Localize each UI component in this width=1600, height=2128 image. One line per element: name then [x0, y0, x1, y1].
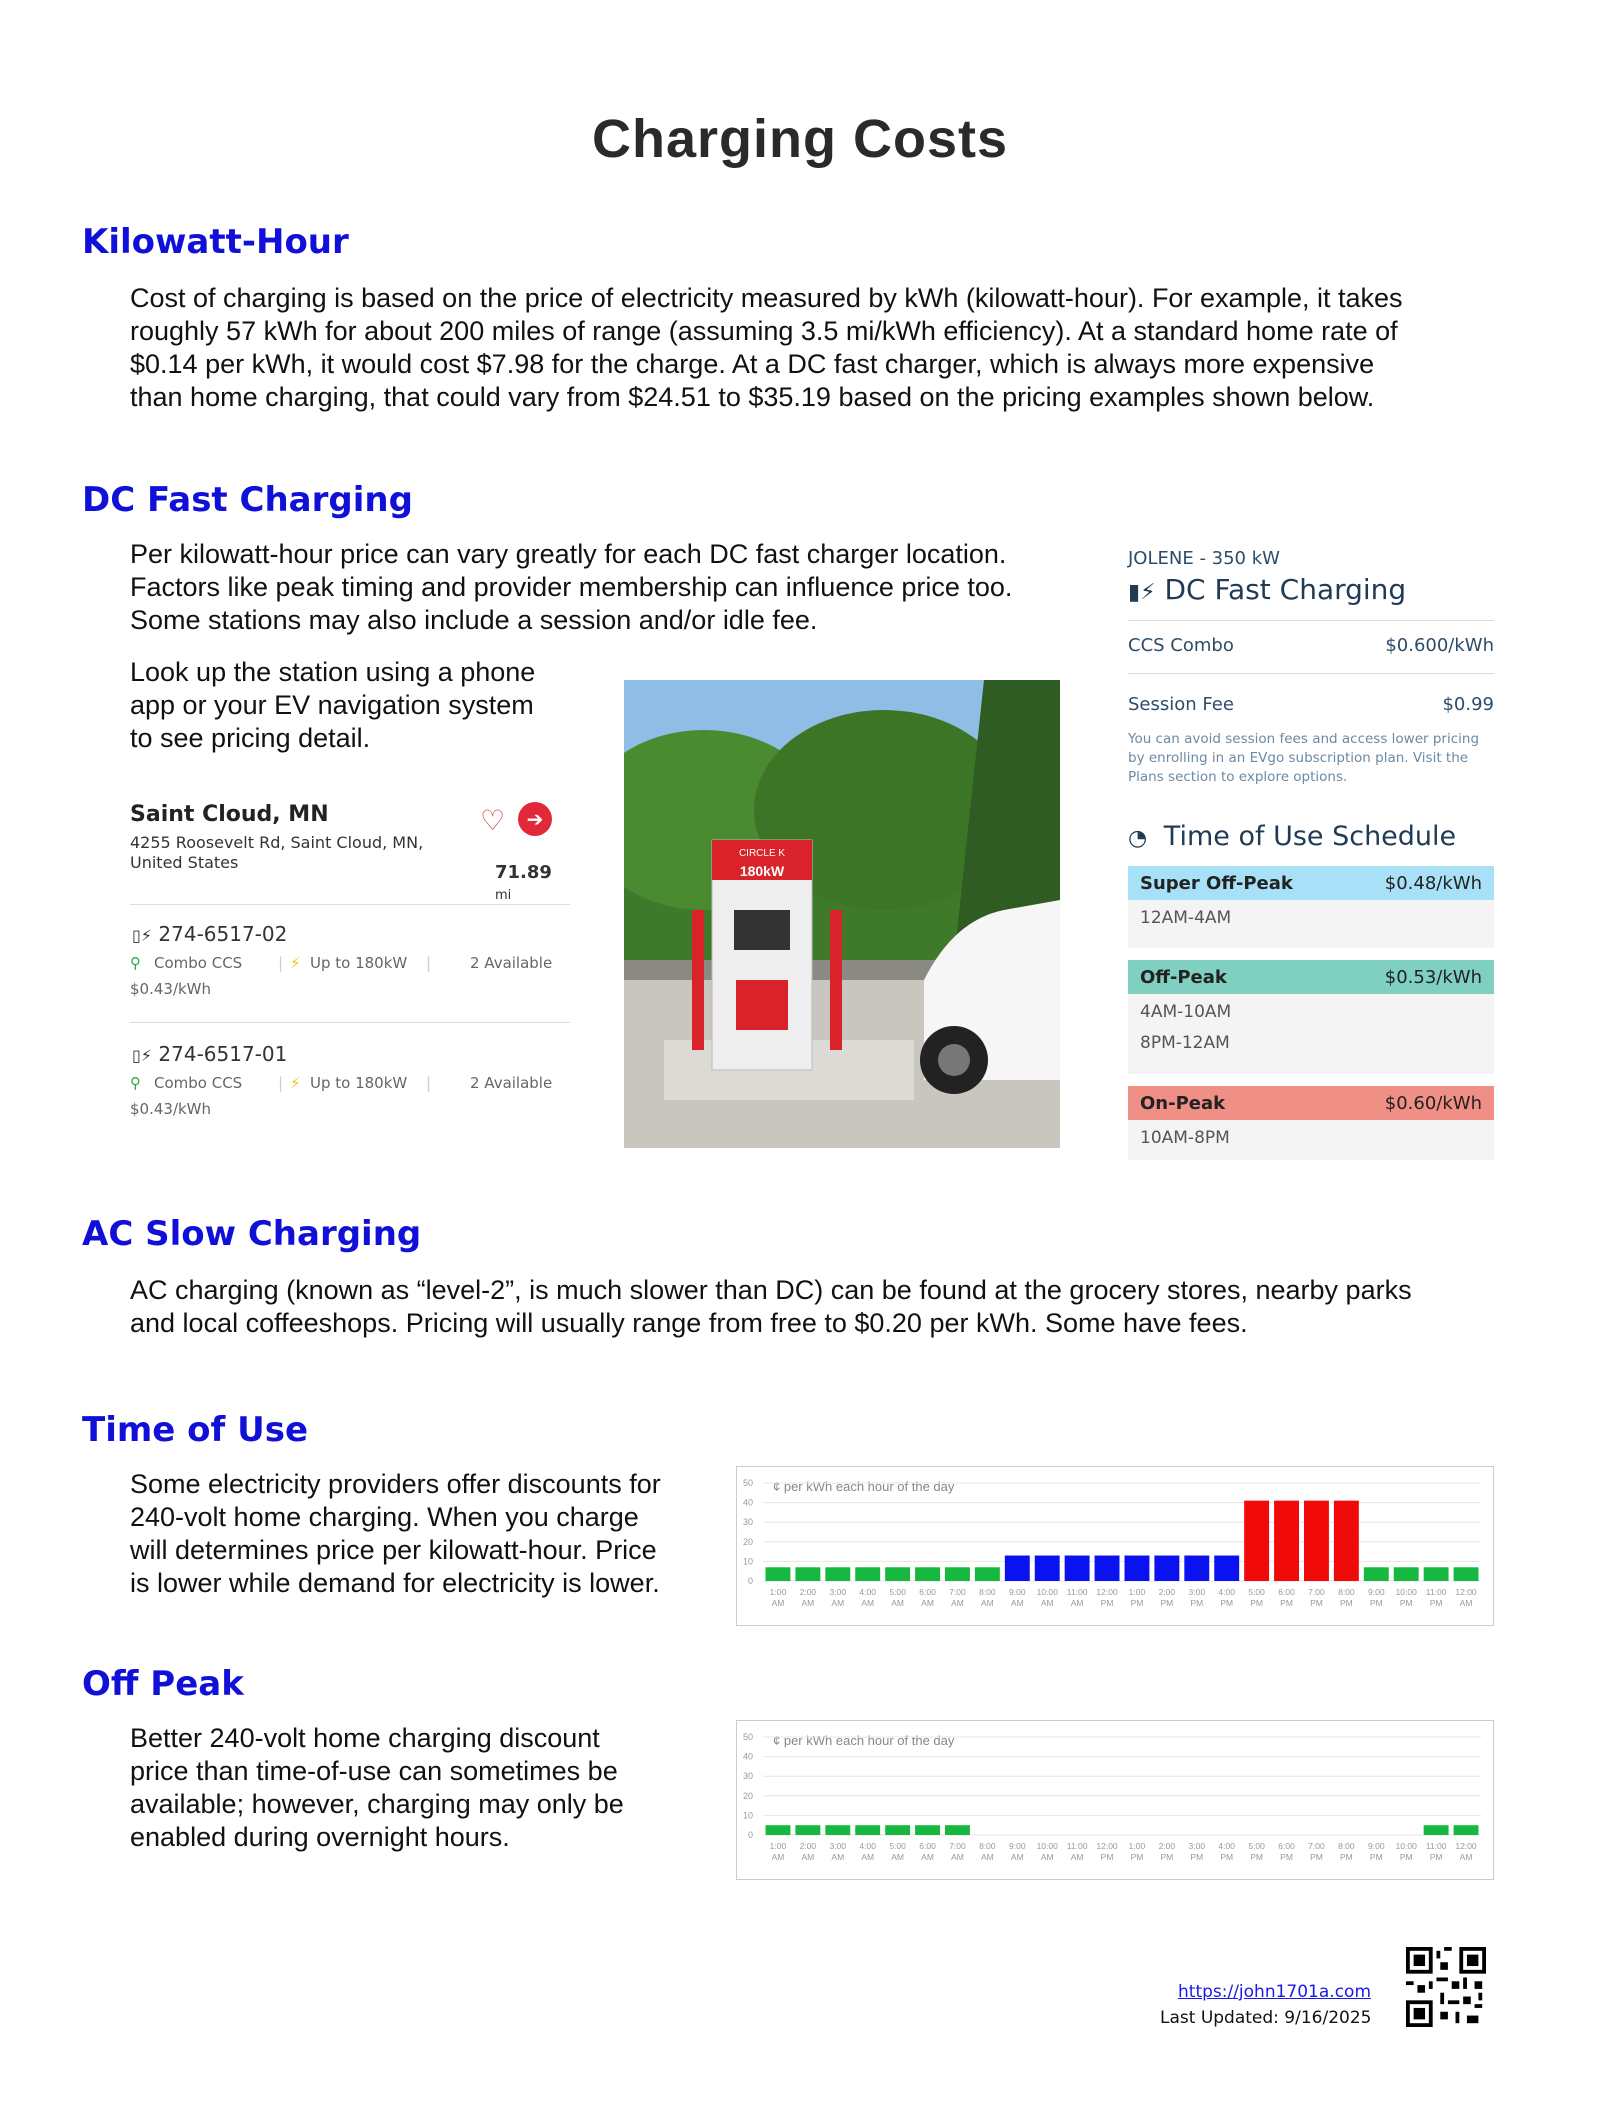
x-tick-label: PM [1160, 1852, 1174, 1862]
kwh-line: Cost of charging is based on the price of electricity measured by kWh (kilowatt-hour). For example, it takes [130, 283, 1403, 313]
x-tick-label: 7:00 [1308, 1587, 1325, 1597]
plug-icon: ⚲ [130, 954, 141, 972]
x-tick-label: AM [981, 1852, 994, 1862]
chart-bar [1065, 1556, 1090, 1581]
port-availability: 2 Available [470, 954, 553, 972]
station-distance [495, 862, 570, 904]
x-tick-label: PM [1190, 1598, 1204, 1608]
x-tick-label: AM [1070, 1598, 1084, 1608]
x-tick-label: 4:00 [859, 1587, 876, 1597]
x-tick-label: 11:00 [1425, 1841, 1447, 1851]
x-tick-label: 10:00 [1395, 1841, 1417, 1851]
port-details [130, 1074, 570, 1096]
tou-title [1128, 821, 1494, 852]
port-id-label [130, 922, 570, 946]
x-tick-label: 10:00 [1036, 1841, 1058, 1851]
dc-line: Some stations may also include a session and/or idle fee. [130, 605, 818, 635]
y-tick-label: 40 [742, 1751, 753, 1762]
x-tick-label: 11:00 [1425, 1587, 1447, 1597]
x-tick-label: 1:00 [769, 1587, 787, 1597]
tou-line: 240-volt home charging. When you charge [130, 1502, 639, 1532]
sep: | [278, 954, 284, 972]
x-tick-label: 9:00 [1368, 1841, 1385, 1851]
y-tick-label: 50 [742, 1732, 753, 1742]
x-tick-label: PM [1220, 1598, 1234, 1608]
chart-bar [825, 1825, 850, 1835]
x-tick-label: 5:00 [1248, 1587, 1265, 1597]
x-tick-label: AM [1010, 1598, 1024, 1608]
x-tick-label: AM [1040, 1852, 1054, 1862]
x-tick-label: AM [921, 1598, 934, 1608]
dc-line: Per kilowatt-hour price can vary greatly for each DC fast charger location. [130, 539, 1007, 569]
photo-power: 180kW [739, 863, 785, 879]
x-tick-label: 2:00 [1158, 1841, 1176, 1851]
tou-line: is lower while demand for electricity is lower. [130, 1568, 660, 1598]
ac-heading: AC Slow Charging [82, 1214, 422, 1254]
tou-header [1128, 1086, 1494, 1120]
x-tick-label: 11:00 [1066, 1841, 1088, 1851]
x-tick-label: AM [801, 1852, 815, 1862]
x-tick-label: AM [891, 1598, 904, 1608]
x-tick-label: 12:00 [1455, 1841, 1477, 1851]
plug-icon: ⚲ [130, 1074, 141, 1092]
chart-bar [1154, 1556, 1179, 1581]
offpeak-chart-svg [737, 1721, 1493, 1879]
clock-icon: ◔ [1128, 826, 1148, 851]
y-tick-label: 30 [742, 1771, 753, 1782]
evgo-note: You can avoid session fees and access lower pricing by enrolling in an EVgo subscription plan. Visit the Plans section to explore options. [1128, 731, 1480, 785]
chart-bar [1454, 1567, 1479, 1581]
chart-bar [975, 1567, 1000, 1581]
tou-price: $0.48/kWh [1384, 873, 1482, 894]
y-tick-label: 0 [747, 1576, 753, 1586]
x-tick-label: 12:00 [1096, 1587, 1118, 1597]
x-tick-label: AM [1010, 1852, 1024, 1862]
x-tick-label: PM [1429, 1598, 1443, 1608]
tou-chart [736, 1466, 1494, 1626]
x-tick-label: PM [1130, 1852, 1144, 1862]
evgo-title-text: DC Fast Charging [1164, 573, 1407, 606]
tou-chart-svg [737, 1467, 1493, 1625]
chart-bar [1184, 1556, 1209, 1581]
x-tick-label: 1:00 [1128, 1587, 1146, 1597]
x-tick-label: AM [831, 1852, 845, 1862]
rate-label: Session Fee [1128, 694, 1234, 715]
y-tick-label: 0 [747, 1830, 753, 1840]
directions-icon[interactable]: ➔ [518, 802, 552, 836]
tou-title-text: Time of Use Schedule [1163, 821, 1457, 852]
offpeak-line: price than time-of-use can sometimes be [130, 1756, 618, 1786]
chart-bar [1424, 1567, 1449, 1581]
port-id: 274-6517-01 [158, 1042, 288, 1066]
offpeak-line: Better 240-volt home charging discount [130, 1723, 600, 1753]
tou-price: $0.53/kWh [1384, 967, 1482, 988]
x-tick-label: AM [921, 1852, 934, 1862]
x-tick-label: 10:00 [1036, 1587, 1058, 1597]
chart-bar [766, 1825, 791, 1835]
charger-icon: ▯⚡ [132, 1046, 153, 1065]
chart-bar [1005, 1556, 1030, 1581]
last-updated: Last Updated: 9/16/2025 [1160, 2008, 1372, 2028]
x-tick-label: 8:00 [979, 1587, 996, 1597]
port-id-label [130, 1042, 570, 1066]
x-tick-label: 7:00 [949, 1587, 966, 1597]
tou-off-peak [1128, 960, 1494, 1074]
x-tick-label: 10:00 [1395, 1587, 1417, 1597]
sep: | [278, 1074, 284, 1092]
x-tick-label: 7:00 [1308, 1841, 1325, 1851]
x-tick-label: 3:00 [1188, 1587, 1206, 1597]
x-tick-label: 1:00 [769, 1841, 787, 1851]
evgo-panel [1128, 548, 1494, 1160]
ac-paragraph [130, 1274, 1412, 1340]
distance-value: 71.89 [495, 862, 552, 883]
chart-bar [1244, 1501, 1269, 1581]
tou-header [1128, 960, 1494, 994]
chart-bar [825, 1567, 850, 1581]
tou-name: Super Off-Peak [1140, 873, 1293, 894]
chart-bar [855, 1567, 880, 1581]
x-tick-label: 3:00 [829, 1841, 847, 1851]
ac-line: and local coffeeshops. Pricing will usually range from free to $0.20 per kWh. Some have fees. [130, 1308, 1248, 1338]
port-price: $0.43/kWh [130, 980, 212, 998]
chart-bar [1394, 1567, 1419, 1581]
x-tick-label: 2:00 [799, 1841, 817, 1851]
x-tick-label: PM [1220, 1852, 1234, 1862]
x-tick-label: 7:00 [949, 1841, 966, 1851]
lookup-line: to see pricing detail. [130, 723, 371, 753]
chart-title-text: ¢ per kWh each hour of the day [773, 1479, 955, 1494]
x-tick-label: 6:00 [1278, 1841, 1295, 1851]
ac-line: AC charging (known as “level-2”, is much slower than DC) can be found at the grocery stores, nearby parks [130, 1275, 1412, 1305]
distance-unit: mi [495, 888, 512, 903]
x-tick-label: 8:00 [1338, 1587, 1355, 1597]
website-link[interactable]: https://john1701a.com [1178, 1982, 1372, 2002]
y-tick-label: 40 [742, 1497, 753, 1508]
x-tick-label: AM [951, 1852, 964, 1862]
x-tick-label: 4:00 [1218, 1587, 1235, 1597]
x-tick-label: 9:00 [1368, 1587, 1385, 1597]
port-price: $0.43/kWh [130, 1100, 212, 1118]
photo-brand: CIRCLE K [738, 848, 786, 859]
x-tick-label: PM [1369, 1852, 1383, 1862]
x-tick-label: 6:00 [919, 1587, 936, 1597]
tou-times [1128, 1120, 1494, 1160]
port-availability: 2 Available [470, 1074, 553, 1092]
kwh-line: than home charging, that could vary from $24.51 to $35.19 based on the pricing examples shown below. [130, 382, 1375, 412]
chart-bar [945, 1567, 970, 1581]
divider [130, 904, 570, 905]
chart-bar [1424, 1825, 1449, 1835]
tou-name: On-Peak [1140, 1093, 1226, 1114]
evgo-title [1128, 573, 1494, 606]
sep: | [426, 1074, 432, 1092]
offpeak-heading: Off Peak [82, 1664, 244, 1704]
rate-row [1128, 621, 1494, 663]
sep: | [426, 954, 432, 972]
x-tick-label: AM [1459, 1852, 1473, 1862]
station-card [130, 802, 570, 1118]
lookup-line: app or your EV navigation system [130, 690, 534, 720]
chart-bar [915, 1567, 940, 1581]
x-tick-label: 9:00 [1009, 1841, 1026, 1851]
rate-row [1128, 674, 1494, 720]
port-connector: Combo CCS [154, 954, 243, 972]
chart-bar [1125, 1556, 1150, 1581]
chart-bar [855, 1825, 880, 1835]
x-tick-label: 12:00 [1455, 1587, 1477, 1597]
tou-on-peak [1128, 1086, 1494, 1160]
tou-heading: Time of Use [82, 1410, 309, 1450]
chart-bar [1214, 1556, 1239, 1581]
x-tick-label: PM [1160, 1598, 1174, 1608]
port-details [130, 954, 570, 976]
tou-time: 12AM-4AM [1140, 908, 1232, 928]
evgo-station-name: JOLENE - 350 kW [1128, 548, 1280, 569]
x-tick-label: 2:00 [799, 1587, 817, 1597]
x-tick-label: PM [1399, 1598, 1413, 1608]
x-tick-label: 3:00 [1188, 1841, 1206, 1851]
tou-super-off-peak [1128, 866, 1494, 948]
station-name: Saint Cloud, MN [130, 802, 329, 827]
y-tick-label: 20 [742, 1536, 753, 1547]
dc-paragraph [130, 538, 1012, 637]
x-tick-label: 4:00 [1218, 1841, 1235, 1851]
divider [130, 1022, 570, 1023]
x-tick-label: 5:00 [889, 1841, 906, 1851]
tou-times [1128, 994, 1494, 1074]
qr-code-icon [1406, 1947, 1486, 2027]
x-tick-label: PM [1310, 1598, 1323, 1608]
x-tick-label: PM [1250, 1598, 1263, 1608]
x-tick-label: PM [1130, 1598, 1144, 1608]
port-power: Up to 180kW [310, 954, 408, 972]
x-tick-label: PM [1250, 1852, 1263, 1862]
port-id: 274-6517-02 [158, 922, 288, 946]
chart-bar [795, 1567, 820, 1581]
x-tick-label: 2:00 [1158, 1587, 1176, 1597]
tou-line: Some electricity providers offer discounts for [130, 1469, 661, 1499]
x-tick-label: AM [771, 1598, 785, 1608]
x-tick-label: AM [1459, 1598, 1473, 1608]
x-tick-label: 8:00 [1338, 1841, 1355, 1851]
kwh-line: roughly 57 kWh for about 200 miles of range (assuming 3.5 mi/kWh efficiency). At a standard home rate of [130, 316, 1398, 346]
y-tick-label: 10 [742, 1810, 753, 1821]
tou-line: will determines price per kilowatt-hour. Price [130, 1535, 657, 1565]
port-row[interactable] [130, 1042, 570, 1118]
y-tick-label: 30 [742, 1517, 753, 1528]
x-tick-label: 11:00 [1066, 1587, 1088, 1597]
x-tick-label: PM [1340, 1598, 1353, 1608]
x-tick-label: PM [1310, 1852, 1323, 1862]
x-tick-label: 3:00 [829, 1587, 847, 1597]
offpeak-chart [736, 1720, 1494, 1880]
x-tick-label: AM [981, 1598, 994, 1608]
chart-bar [1454, 1825, 1479, 1835]
x-tick-label: PM [1100, 1598, 1114, 1608]
dc-line: Factors like peak timing and provider membership can influence price too. [130, 572, 1013, 602]
x-tick-label: 8:00 [979, 1841, 996, 1851]
dc-heading: DC Fast Charging [82, 480, 413, 520]
heart-icon[interactable]: ♡ [480, 804, 506, 837]
x-tick-label: AM [771, 1852, 785, 1862]
tou-name: Off-Peak [1140, 967, 1227, 988]
x-tick-label: 6:00 [1278, 1587, 1295, 1597]
tou-time: 4AM-10AM [1140, 1002, 1232, 1022]
offpeak-line: enabled during overnight hours. [130, 1822, 510, 1852]
chart-bar [1035, 1556, 1060, 1581]
x-tick-label: PM [1280, 1598, 1293, 1608]
chart-bar [1095, 1556, 1120, 1581]
x-tick-label: AM [861, 1598, 875, 1608]
kwh-line: $0.14 per kWh, it would cost $7.98 for the charge. At a DC fast charger, which is always more expensive [130, 349, 1375, 379]
tou-time: 10AM-8PM [1140, 1128, 1230, 1148]
bolt-icon: ⚡ [290, 954, 301, 972]
page-title: Charging Costs [591, 109, 1009, 169]
station-address: 4255 Roosevelt Rd, Saint Cloud, MN, United States [130, 833, 424, 872]
charger-icon: ▮⚡ [1128, 580, 1156, 605]
offpeak-paragraph [130, 1722, 624, 1854]
x-tick-label: 5:00 [889, 1587, 906, 1597]
charger-photo [624, 680, 1060, 1148]
rate-value: $0.99 [1442, 694, 1494, 715]
x-tick-label: PM [1369, 1598, 1383, 1608]
x-tick-label: PM [1190, 1852, 1204, 1862]
chart-bar [885, 1825, 910, 1835]
dc-lookup-paragraph [130, 656, 535, 755]
x-tick-label: AM [951, 1598, 964, 1608]
x-tick-label: 9:00 [1009, 1587, 1026, 1597]
chart-bar [945, 1825, 970, 1835]
x-tick-label: AM [891, 1852, 904, 1862]
chart-bar [795, 1825, 820, 1835]
x-tick-label: 6:00 [919, 1841, 936, 1851]
x-tick-label: 4:00 [859, 1841, 876, 1851]
x-tick-label: AM [831, 1598, 845, 1608]
chart-bar [1334, 1501, 1359, 1581]
y-tick-label: 20 [742, 1790, 753, 1801]
x-tick-label: PM [1340, 1852, 1353, 1862]
tou-paragraph [130, 1468, 661, 1600]
chart-bar [1364, 1567, 1389, 1581]
x-tick-label: AM [1040, 1598, 1054, 1608]
tou-time: 8PM-12AM [1140, 1033, 1230, 1053]
kwh-heading: Kilowatt-Hour [82, 222, 349, 262]
chart-bar [766, 1567, 791, 1581]
rate-value: $0.600/kWh [1385, 635, 1494, 656]
x-tick-label: PM [1429, 1852, 1443, 1862]
y-tick-label: 50 [742, 1478, 753, 1488]
rate-label: CCS Combo [1128, 635, 1234, 656]
chart-bar [885, 1567, 910, 1581]
kwh-paragraph [130, 282, 1403, 414]
x-tick-label: AM [1070, 1852, 1084, 1862]
tou-header [1128, 866, 1494, 900]
x-tick-label: PM [1100, 1852, 1114, 1862]
x-tick-label: 1:00 [1128, 1841, 1146, 1851]
y-tick-label: 10 [742, 1556, 753, 1567]
chart-bar [1304, 1501, 1329, 1581]
chart-title-text: ¢ per kWh each hour of the day [773, 1733, 955, 1748]
x-tick-label: PM [1399, 1852, 1413, 1862]
port-power: Up to 180kW [310, 1074, 408, 1092]
tou-price: $0.60/kWh [1384, 1093, 1482, 1114]
charger-icon: ▯⚡ [132, 926, 153, 945]
x-tick-label: AM [801, 1598, 815, 1608]
chart-bar [915, 1825, 940, 1835]
x-tick-label: 5:00 [1248, 1841, 1265, 1851]
bolt-icon: ⚡ [290, 1074, 301, 1092]
chart-bar [1274, 1501, 1299, 1581]
port-row[interactable] [130, 922, 570, 998]
x-tick-label: 12:00 [1096, 1841, 1118, 1851]
x-tick-label: PM [1280, 1852, 1293, 1862]
tou-times [1128, 900, 1494, 948]
port-connector: Combo CCS [154, 1074, 243, 1092]
offpeak-line: available; however, charging may only be [130, 1789, 624, 1819]
lookup-line: Look up the station using a phone [130, 657, 536, 687]
x-tick-label: AM [861, 1852, 875, 1862]
